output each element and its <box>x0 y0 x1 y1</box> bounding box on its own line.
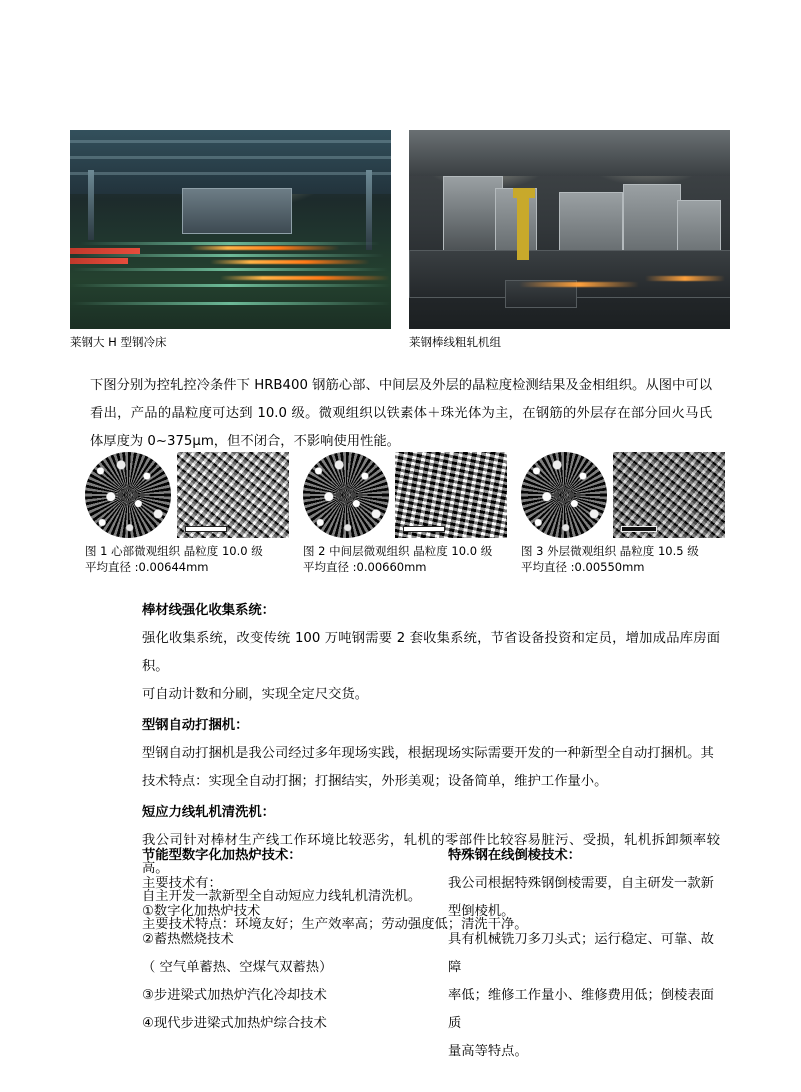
hot-billet-glow <box>519 282 639 287</box>
intro-paragraph: 下图分别为控轧控冷条件下 HRB400 钢筋心部、中间层及外层的晶粒度检测结果及金相组织。从图中可以看出，产品的晶粒度可达到 10.0 级。微观组织以铁素体＋珠光体为主，在钢筋的外层存在部分回火马氏体厚度为 0~375μm，但不闭合，不影响使用性能。 <box>90 378 712 449</box>
list-item: ④现代步进梁式加热炉综合技术 <box>142 1016 327 1031</box>
section-paragraph: 自主开发一款新型全自动短应力线轧机清洗机。 <box>142 889 422 904</box>
micrograph-row <box>85 452 725 575</box>
micrograph-detail-surface <box>613 452 725 538</box>
overhead-machine <box>182 188 292 234</box>
list-item: 我公司根据特殊钢倒棱需要，自主研发一款新 <box>448 876 714 891</box>
micrograph-block-surface <box>521 452 725 575</box>
hot-steel-bar <box>190 246 340 250</box>
grain-texture <box>303 452 389 538</box>
micrograph-images <box>85 452 289 538</box>
section-paragraph: 型钢自动打捆机是我公司经过多年现场实践，根据现场实际需要开发的一种新型全自动打捆机。其 <box>142 746 714 761</box>
photo-block-cooling-bed <box>70 130 391 351</box>
grain-texture <box>521 452 607 538</box>
column-title: 节能型数字化加热炉技术： <box>142 848 302 863</box>
support-pillar <box>366 170 372 250</box>
micrograph-circle-surface <box>521 452 607 538</box>
section-paragraph: 可自动计数和分刷，实现全定尺交货。 <box>142 687 369 702</box>
micrograph-detail-middle <box>395 452 507 538</box>
micrograph-caption-line2: 平均直径 :0.00644mm <box>85 560 209 574</box>
rough-rolling-mill-photo <box>409 130 730 329</box>
micrograph-caption-line1: 图 3 外层微观组织 晶粒度 10.5 级 <box>521 544 699 558</box>
cooling-bed-rail <box>76 254 384 257</box>
roof-beam <box>70 156 391 159</box>
list-item: 具有机械铣刀多刀头式；运行稳定、可靠、故障 <box>448 932 714 975</box>
hot-billet-glow <box>645 276 725 281</box>
micrograph-caption-line2: 平均直径 :0.00550mm <box>521 560 645 574</box>
section-title: 型钢自动打捆机： <box>142 718 249 733</box>
mill-stand <box>443 176 503 252</box>
column-chamfering-tech <box>448 842 720 1066</box>
section-auto-bundler <box>142 711 720 796</box>
section-paragraph: 强化收集系统，改变传统 100 万吨钢需要 2 套收集系统，节省设备投资和定员，增加成品库房面积。 <box>142 631 720 674</box>
yellow-hoist <box>513 188 535 198</box>
micrograph-detail-core <box>177 452 289 538</box>
column-title: 特殊钢在线倒棱技术： <box>448 848 581 863</box>
section-paragraph: 我公司针对棒材生产线工作环境比较恶劣，轧机的零部件比较容易脏污、受损，轧机拆卸频率较高。 <box>142 833 720 876</box>
micrograph-caption <box>303 543 507 575</box>
list-item: 率低；维修工作量小、维修费用低；倒棱表面质 <box>448 988 714 1031</box>
cooling-bed-rail <box>70 284 391 287</box>
grain-texture <box>85 452 171 538</box>
photo-caption: 莱钢棒线粗轧机组 <box>409 335 501 349</box>
scale-bar <box>403 526 445 532</box>
section-paragraph: 技术特点：实现全自动打捆；打捆结实，外形美观；设备简单，维护工作量小。 <box>142 774 608 789</box>
red-pipe <box>70 258 128 264</box>
photo-block-rolling-mill <box>409 130 730 351</box>
photo-row <box>70 130 730 351</box>
roof-beam <box>70 140 391 143</box>
micrograph-caption-line1: 图 2 中间层微观组织 晶粒度 10.0 级 <box>303 544 493 558</box>
micrograph-images <box>521 452 725 538</box>
micrograph-circle-core <box>85 452 171 538</box>
micrograph-block-middle <box>303 452 507 575</box>
section-title: 棒材线强化收集系统： <box>142 603 275 618</box>
list-item: （ 空气单蓄热、空煤气双蓄热） <box>142 960 333 975</box>
cooling-bed-rail <box>80 242 380 245</box>
micrograph-caption-line2: 平均直径 :0.00660mm <box>303 560 427 574</box>
list-item: ③步进梁式加热炉汽化冷却技术 <box>142 988 327 1003</box>
micrograph-caption <box>85 543 289 575</box>
micrograph-caption-line1: 图 1 心部微观组织 晶粒度 10.0 级 <box>85 544 263 558</box>
section-paragraph: 主要技术特点：环境友好；生产效率高；劳动强度低；清洗干净。 <box>142 917 528 932</box>
column-lead: 主要技术有： <box>142 876 222 891</box>
scale-bar <box>621 526 657 532</box>
scale-bar <box>185 526 227 532</box>
micrograph-block-core <box>85 452 289 575</box>
list-item: ②蓄热燃烧技术 <box>142 932 234 947</box>
bottom-two-columns <box>142 842 720 1066</box>
roof-beam <box>70 172 391 175</box>
cooling-bed-rail <box>70 302 391 305</box>
column-furnace-tech <box>142 842 414 1066</box>
section-title: 短应力线轧机清洗机： <box>142 805 275 820</box>
micrograph-images <box>303 452 507 538</box>
section-bar-collection <box>142 596 720 709</box>
photo-caption: 莱钢大 H 型钢冷床 <box>70 335 167 349</box>
micrograph-circle-middle <box>303 452 389 538</box>
micrograph-caption <box>521 543 725 575</box>
cooling-bed-rail <box>72 268 388 271</box>
list-item: 型倒棱机。 <box>448 904 515 919</box>
yellow-hoist <box>517 196 529 260</box>
hall-roof <box>409 130 730 176</box>
hot-steel-bar <box>210 260 370 264</box>
cooling-bed-photo <box>70 130 391 329</box>
support-pillar <box>88 170 94 240</box>
list-item: 量高等特点。 <box>448 1044 528 1059</box>
list-item: ①数字化加热炉技术 <box>142 904 261 919</box>
hot-steel-bar <box>220 276 390 280</box>
